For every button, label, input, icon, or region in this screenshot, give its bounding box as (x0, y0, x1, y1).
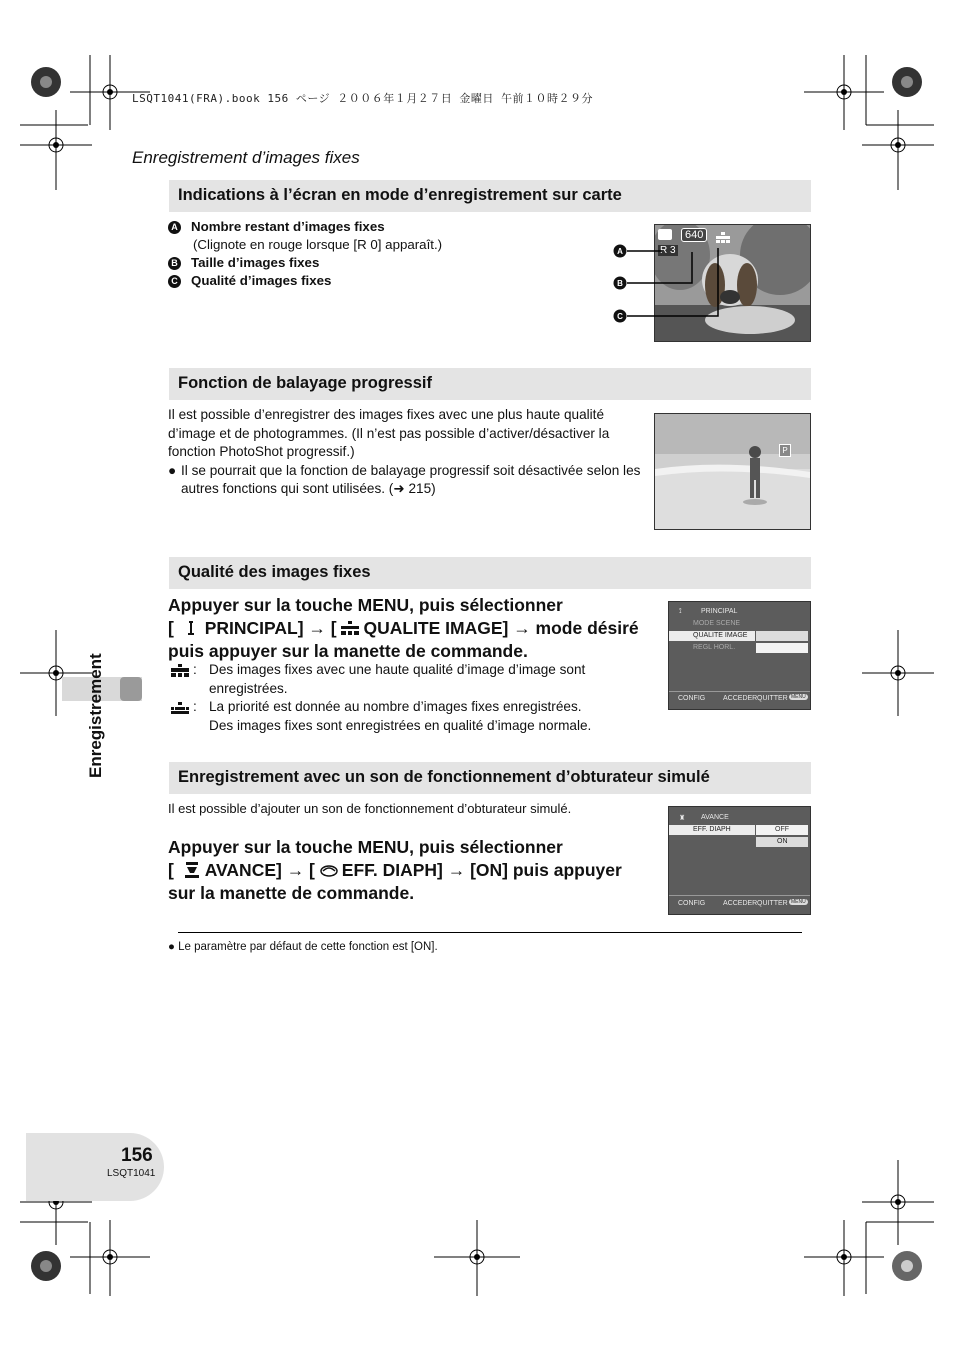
heading-quality: Qualité des images fixes (178, 563, 371, 581)
menu-row-clock: REGL HORL. (693, 644, 736, 651)
heading-bar-progressive (169, 368, 811, 400)
marker-a-icon: A (168, 221, 181, 234)
heading-indications: Indications à l’écran en mode d’enregistrement sur carte (178, 186, 622, 204)
instruction-line (168, 617, 658, 640)
menu-row-quality: QUALITE IMAGE (693, 632, 748, 639)
progressive-text (168, 406, 642, 499)
marker-c-icon: C (168, 275, 181, 288)
option-on: ON (777, 838, 788, 845)
description-text: Des images fixes avec une haute qualité d’image d’image sont enregistrées. (209, 662, 586, 696)
instruction-part: PRINCIPAL] → [ (204, 618, 337, 638)
menu-row-shutter: EFF. DIAPH (693, 826, 731, 833)
marker-b-icon: B (168, 257, 181, 270)
callout-b: B (617, 279, 623, 288)
callout-lines (610, 240, 730, 325)
principal-menu-screen (668, 601, 811, 710)
high-quality-icon (171, 664, 189, 677)
page-number: 156 (121, 1145, 153, 1166)
footnote-text: Le paramètre par défaut de cette fonction est [ON]. (178, 941, 438, 953)
instruction-line (168, 859, 658, 882)
option-off: OFF (775, 826, 789, 833)
quality-icon (341, 621, 359, 635)
option-normal (756, 643, 808, 653)
callout-c: C (617, 312, 623, 321)
instruction-part: AVANCE] → [ (204, 860, 315, 880)
divider (669, 691, 810, 692)
heading-bar-indications (169, 180, 811, 212)
shutter-instruction (168, 836, 658, 905)
progressive-badge: P (779, 444, 791, 457)
file-header: LSQT1041(FRA).book 156 ページ ２００６年１月２７日 金曜日 午前１０時２９分 (132, 92, 593, 105)
instruction-line: sur la manette de commande. (168, 883, 415, 903)
shutter-paragraph: Il est possible d’ajouter un son de fonctionnement d’obturateur simulé. (168, 801, 572, 816)
menu-button-icon: MENU (791, 899, 806, 905)
bullet-icon: ● (168, 462, 177, 478)
footnote-divider (178, 932, 802, 933)
principal-icon (183, 620, 201, 636)
menu-title: PRINCIPAL (701, 608, 738, 615)
list-item (168, 218, 608, 236)
footer-access: ACCEDER (723, 900, 758, 907)
bullet-icon: ● (168, 941, 175, 953)
menu-title: AVANCE (701, 814, 729, 821)
footer-quit: QUITTER (757, 695, 788, 702)
heading-bar-quality (169, 557, 811, 589)
side-tab-label: Enregistrement (86, 653, 105, 778)
advanced-icon (183, 861, 201, 879)
instruction-line: Appuyer sur la touche MENU, puis sélectionner (168, 837, 563, 857)
heading-shutter: Enregistrement avec un son de fonctionnement d’obturateur simulé (178, 768, 710, 786)
callout-a: A (617, 247, 623, 256)
bullet-text: Il se pourrait que la fonction de balayage progressif soit désactivée selon les autres fonctions qui sont utilisées. (➜ 215) (181, 462, 641, 497)
beach-photo (655, 414, 810, 529)
instruction-part: EFF. DIAPH] → [ON] puis appuyer (341, 860, 622, 880)
quality-instruction (168, 594, 658, 663)
quality-normal-item (168, 698, 658, 735)
item-note: (Clignote en rouge lorsque [R 0] apparaît.) (193, 237, 443, 252)
description-text: La priorité est donnée au nombre d’images fixes enregistrées. (209, 699, 582, 715)
menu-title-icon: ⟟ (679, 608, 682, 615)
quality-descriptions (168, 661, 658, 735)
indication-list (168, 218, 608, 290)
picture-size: 640 (681, 228, 707, 242)
item-label: Qualité d’images fixes (191, 273, 332, 288)
remaining-count: R 3 (660, 245, 676, 256)
menu-title-icon: ♜ (679, 815, 686, 822)
bracket: [ (168, 860, 174, 880)
avance-menu-screen (668, 806, 811, 915)
page-number-bubble (26, 1133, 164, 1201)
description-text: Des images fixes sont enregistrées en qualité d’image normale. (209, 717, 592, 733)
bullet-item (168, 462, 642, 499)
quality-high-item (168, 661, 658, 698)
list-item (168, 254, 608, 272)
list-item (168, 272, 608, 290)
footnote (168, 941, 438, 953)
colon: : (193, 662, 197, 677)
model-code: LSQT1041 (107, 1168, 156, 1179)
menu-button-icon: MENU (791, 694, 806, 700)
shutter-effect-icon (320, 863, 338, 877)
instruction-line: Appuyer sur la touche MENU, puis sélectionner (168, 595, 563, 615)
option-high (756, 631, 808, 641)
heading-progressive: Fonction de balayage progressif (178, 374, 432, 392)
footer-config: CONFIG (678, 695, 706, 702)
heading-bar-shutter (169, 762, 811, 794)
section-title: Enregistrement d’images fixes (132, 148, 360, 167)
side-tab-marker (120, 677, 142, 701)
footer-quit: QUITTER (757, 900, 788, 907)
camera-icon (658, 229, 672, 240)
instruction-line: puis appuyer sur la manette de commande. (168, 641, 528, 661)
colon: : (193, 699, 197, 715)
instruction-part: QUALITE IMAGE] → mode désiré (363, 618, 639, 638)
footer-config: CONFIG (678, 900, 706, 907)
normal-quality-icon (171, 702, 189, 714)
paragraph: Il est possible d’enregistrer des images fixes avec une plus haute qualité d’image et de photogrammes. (Il n’est pas possible d’activer/désactiver la fonction PhotoShot progressif.) (168, 407, 610, 460)
beach-screen (654, 413, 811, 530)
divider (669, 895, 810, 896)
bracket: [ (168, 618, 174, 638)
menu-row-scene: MODE SCENE (693, 620, 741, 627)
footer-access: ACCEDER (723, 695, 758, 702)
item-label: Nombre restant d’images fixes (191, 219, 385, 234)
item-label: Taille d’images fixes (191, 255, 320, 270)
